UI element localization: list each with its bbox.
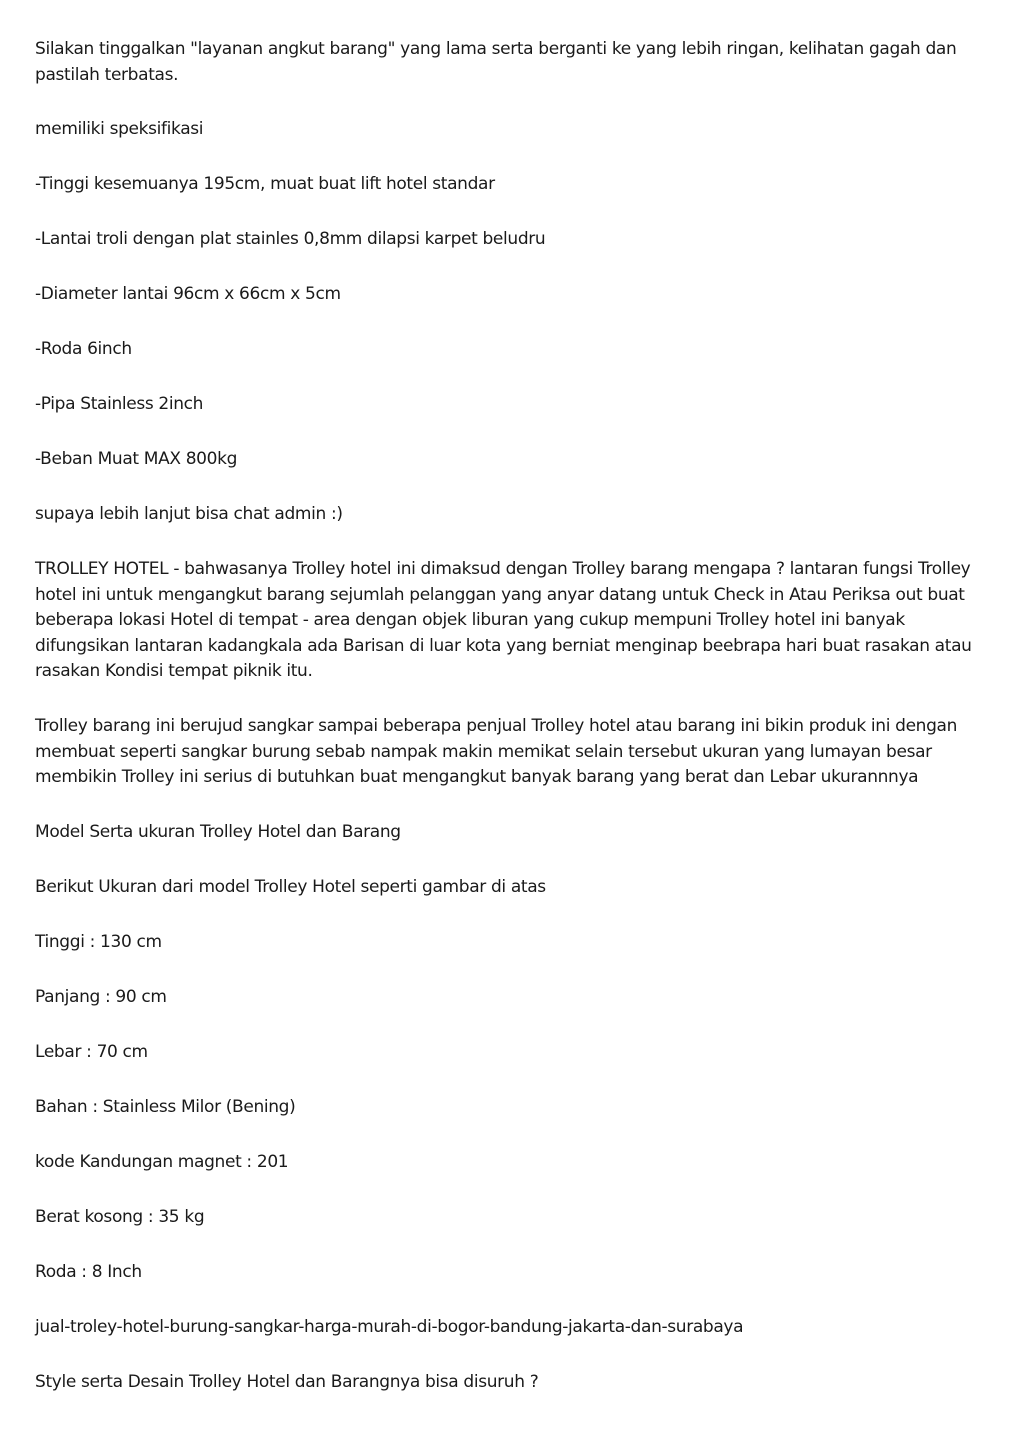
- spec-item: -Diameter lantai 96cm x 66cm x 5cm: [35, 284, 341, 304]
- contact-text: supaya lebih lanjut bisa chat admin :): [35, 504, 343, 524]
- spec-item: -Beban Muat MAX 800kg: [35, 449, 238, 469]
- size-item: Panjang : 90 cm: [35, 987, 167, 1007]
- size-item: Bahan : Stainless Milor (Bening): [35, 1097, 296, 1117]
- intro-paragraph: Silakan tinggalkan "layanan angkut barang" yang lama serta berganti ke yang lebih ringan, kelihatan gagah dan pastilah terbatas.: [35, 39, 957, 85]
- size-item: Tinggi : 130 cm: [35, 932, 162, 952]
- spec-item: -Lantai troli dengan plat stainles 0,8mm dilapsi karpet beludru: [35, 229, 546, 249]
- cage-trolley-paragraph: Trolley barang ini berujud sangkar sampai beberapa penjual Trolley hotel atau barang ini bikin produk ini dengan membuat seperti sangkar burung sebab nampak makin memikat selain tersebut ukuran yang lumayan besar membikin Trolley ini serius di butuhkan buat mengangkut banyak barang yang berat dan Lebar ukurannnya: [35, 716, 958, 788]
- spec-heading: memiliki speksifikasi: [35, 119, 204, 139]
- model-heading: Model Serta ukuran Trolley Hotel dan Barang: [35, 822, 401, 842]
- size-item: kode Kandungan magnet : 201: [35, 1152, 289, 1172]
- size-item: Roda : 8 Inch: [35, 1262, 142, 1282]
- spec-item: -Pipa Stainless 2inch: [35, 394, 204, 414]
- trolley-hotel-paragraph: TROLLEY HOTEL - bahwasanya Trolley hotel ini dimaksud dengan Trolley barang mengapa ? lantaran fungsi Trolley hotel ini untuk mengangkut barang sejumlah pelanggan yang anyar datang untuk Check in Atau Periksa out buat beberapa lokasi Hotel di tempat - area dengan objek liburan yang cukup mempuni Trolley hotel ini banyak difungsikan lantaran kadangkala ada Barisan di luar kota yang berniat menginap beebrapa hari buat rasakan atau rasakan Kondisi tempat piknik itu.: [35, 559, 972, 682]
- article-slug: jual-troley-hotel-burung-sangkar-harga-murah-di-bogor-bandung-jakarta-dan-surabaya: [35, 1317, 744, 1337]
- spec-item: -Tinggi kesemuanya 195cm, muat buat lift hotel standar: [35, 174, 495, 194]
- size-item: Berat kosong : 35 kg: [35, 1207, 205, 1227]
- style-question: Style serta Desain Trolley Hotel dan Barangnya bisa disuruh ?: [35, 1372, 539, 1392]
- size-intro: Berikut Ukuran dari model Trolley Hotel seperti gambar di atas: [35, 877, 546, 897]
- spec-item: -Roda 6inch: [35, 339, 132, 359]
- size-item: Lebar : 70 cm: [35, 1042, 148, 1062]
